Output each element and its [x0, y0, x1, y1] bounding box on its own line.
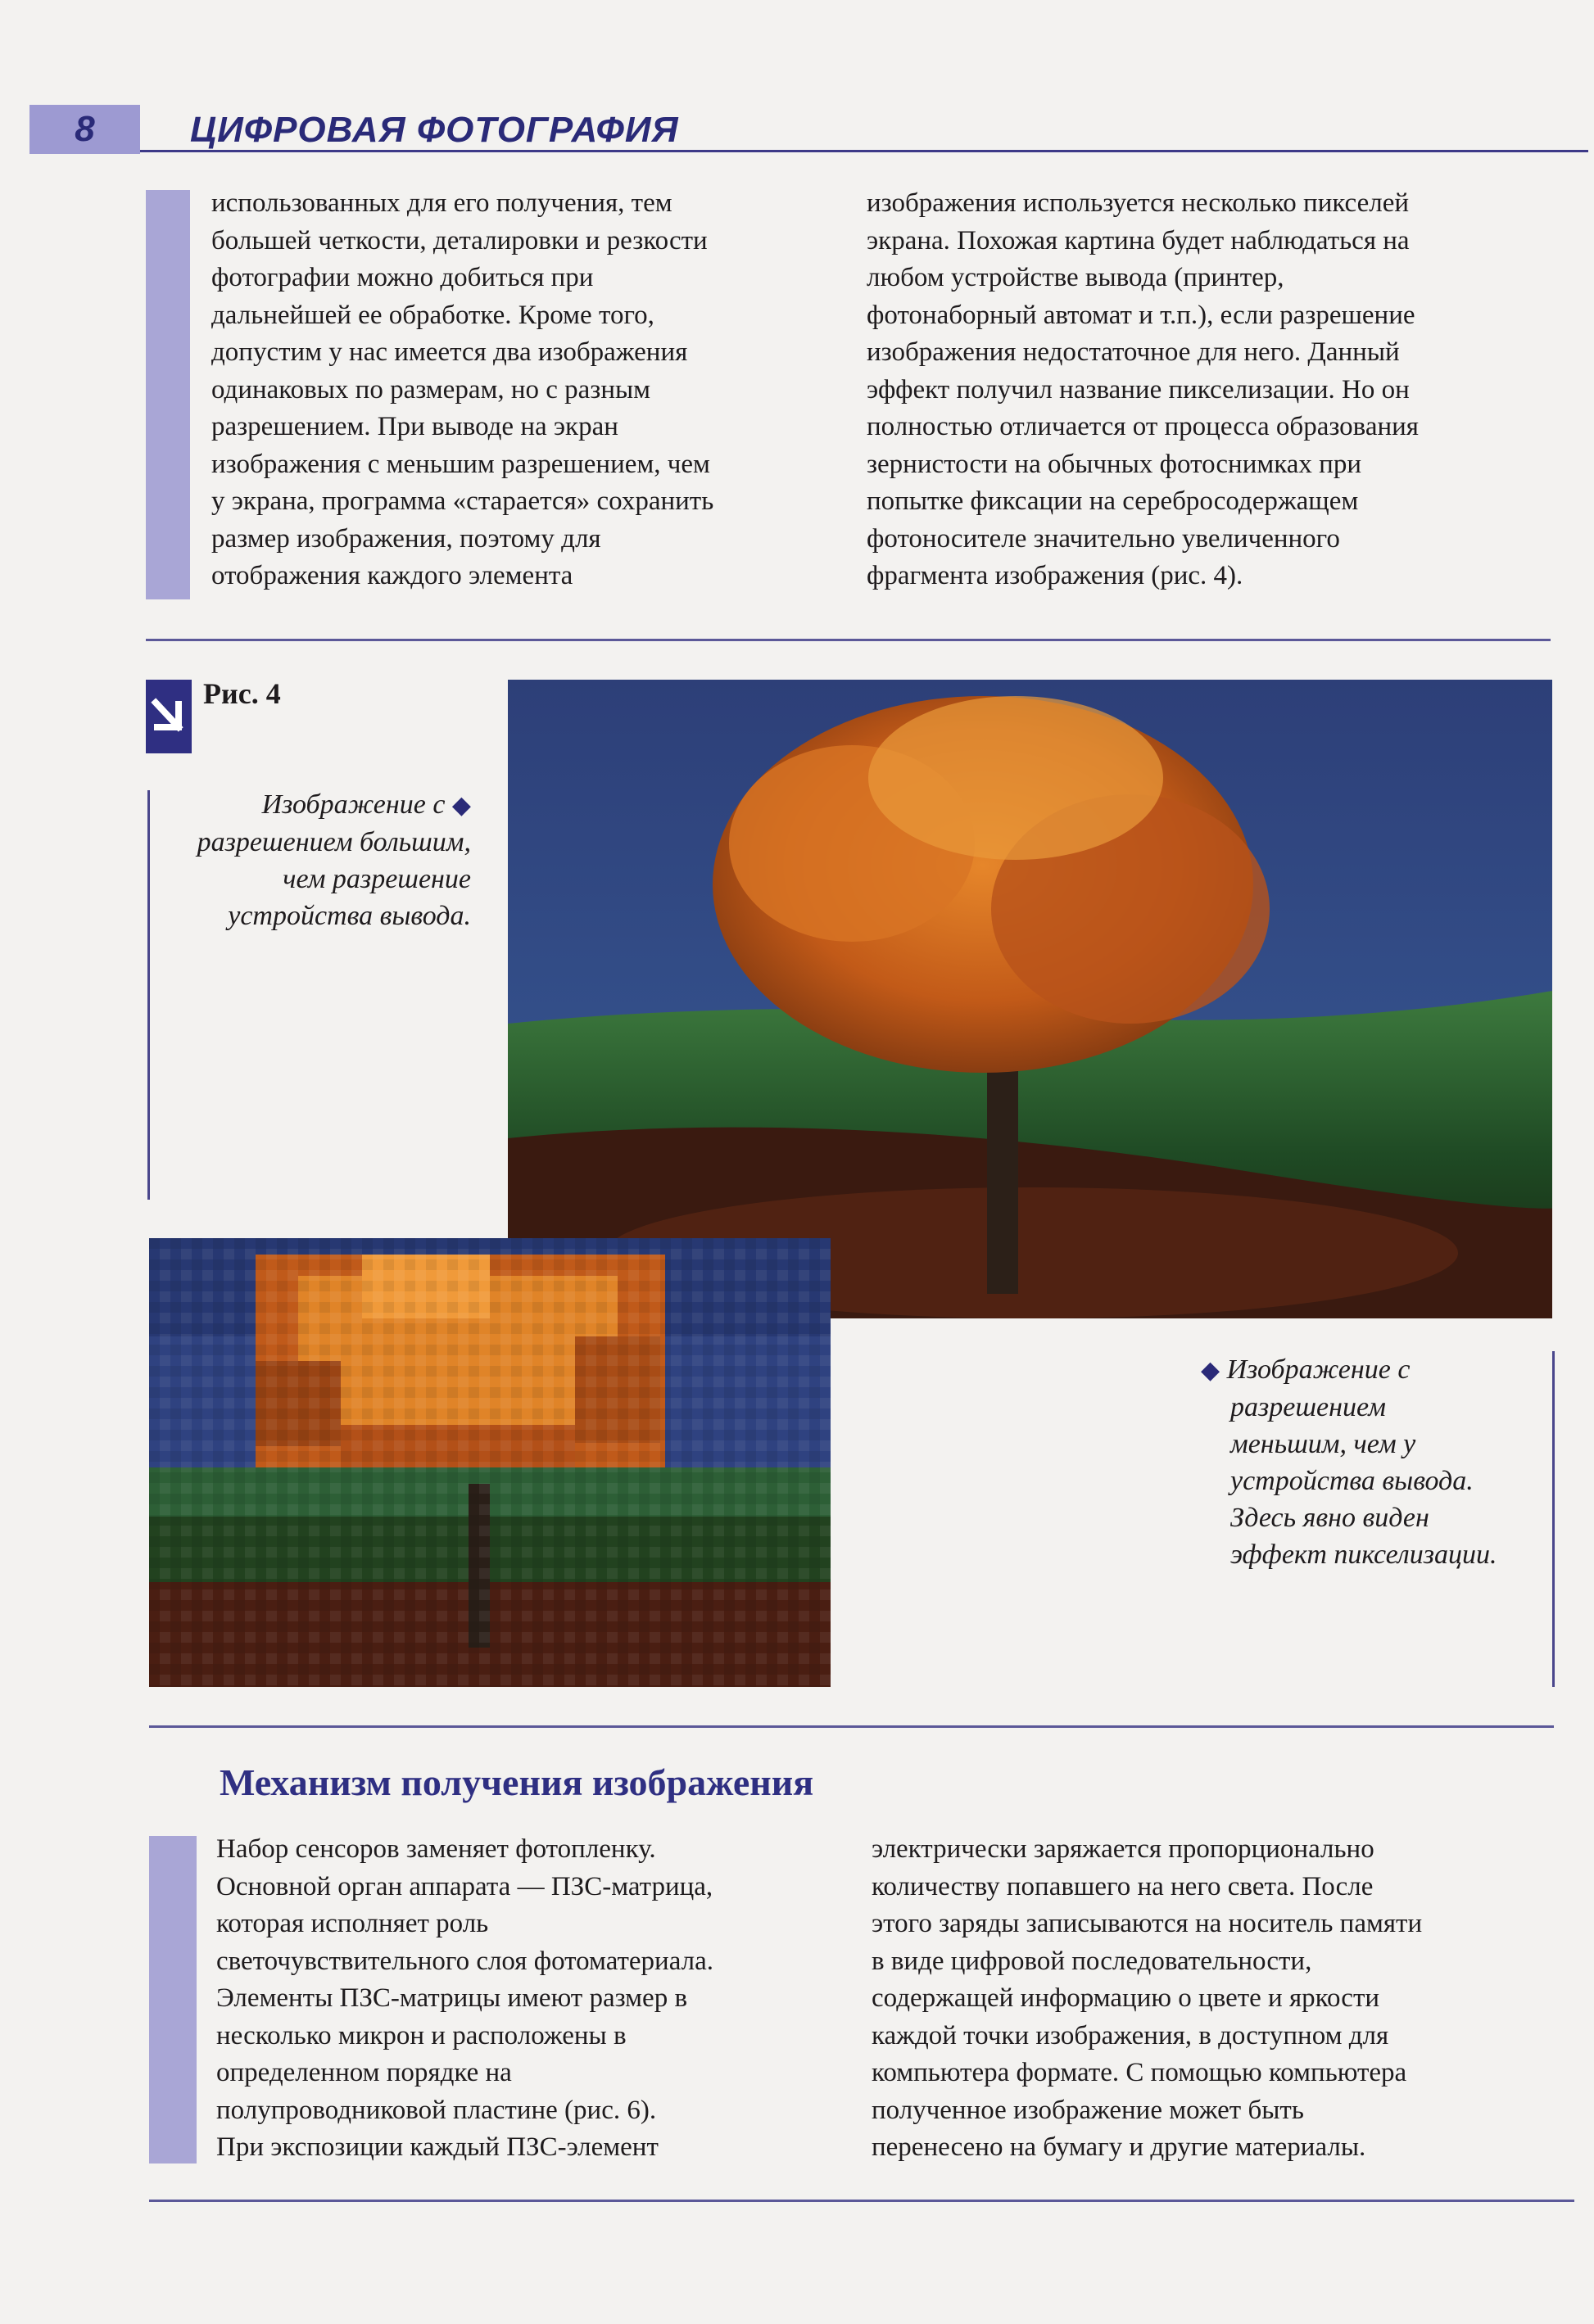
text-line: допустим у нас имеется два изображения — [211, 337, 688, 367]
text-line: одинаковых по размерам, но с разным — [211, 374, 651, 405]
top-side-bar — [146, 190, 190, 599]
text-line: которая исполняет роль — [216, 1909, 489, 1938]
text-line: перенесено на бумагу и другие материалы. — [872, 2132, 1366, 2162]
text-line: фотографии можно добиться при — [211, 263, 594, 292]
text-line: количеству попавшего на него света. После — [872, 1871, 1374, 1901]
text-line: каждой точки изображения, в доступном для — [872, 2020, 1389, 2050]
caption-line: Здесь явно виден — [1230, 1503, 1429, 1533]
top-left-column — [211, 185, 842, 595]
caption-line: Изображение с ◆ — [261, 789, 471, 820]
caption-rule — [1552, 1351, 1555, 1687]
text-line: изображения недостаточное для него. Данный — [867, 337, 1400, 367]
text-line: фрагмента изображения (рис. 4). — [867, 561, 1243, 590]
text-line: изображения используется несколько пикселей — [867, 188, 1410, 218]
top-right-column — [867, 185, 1571, 595]
text-line: использованных для его получения, тем — [211, 188, 672, 218]
caption-high-res — [156, 786, 471, 934]
text-line: компьютера формате. С помощью компьютера — [872, 2058, 1407, 2087]
text-line: Основной орган аппарата — ПЗС-матрица, — [216, 1871, 713, 1901]
text-line: полностью отличается от процесса образования — [867, 412, 1419, 441]
section-side-bar — [149, 1836, 197, 2163]
text-line: этого заряды записываются на носитель памяти — [872, 1909, 1423, 1938]
text-line: несколько микрон и расположены в — [216, 2020, 627, 2050]
text-line: дальнейшей ее обработке. Кроме того, — [211, 300, 654, 330]
text-line: Набор сенсоров заменяет фотопленку. — [216, 1834, 656, 1864]
divider-rule — [146, 639, 1551, 641]
page-number: 8 — [75, 109, 95, 149]
text-line: полученное изображение может быть — [872, 2095, 1304, 2125]
caption-line: меньшим, чем у — [1230, 1429, 1416, 1459]
caption-low-res — [1201, 1351, 1558, 1573]
caption-line: разрешением большим, — [197, 827, 471, 857]
arrow-down-right-icon — [146, 680, 192, 753]
text-line: попытке фиксации на серебросодержащем — [867, 486, 1359, 516]
text-line: экрана. Похожая картина будет наблюдаться на — [867, 225, 1410, 255]
running-title: ЦИФРОВАЯ ФОТОГРАФИЯ — [190, 110, 679, 150]
caption-line: устройства вывода. — [228, 901, 471, 931]
section-title: Механизм получения изображения — [220, 1761, 814, 1803]
text-line: размер изображения, поэтому для — [211, 523, 601, 554]
text-line: определенном порядке на — [216, 2058, 512, 2087]
photo-high-resolution — [508, 680, 1552, 1318]
text-line: Элементы ПЗС-матрицы имеют размер в — [216, 1983, 688, 2013]
text-line: эффект получил название пикселизации. Но он — [867, 374, 1410, 405]
text-line: фотонаборный автомат и т.п.), если разрешение — [867, 300, 1415, 330]
caption-rule — [147, 790, 150, 1200]
text-line: изображения с меньшим разрешением, чем — [211, 449, 710, 479]
caption-line: разрешением — [1230, 1392, 1386, 1422]
text-line: большей четкости, деталировки и резкости — [211, 225, 708, 255]
text-line: полупроводниковой пластине (рис. 6). — [216, 2095, 657, 2125]
text-line: отображения каждого элемента — [211, 561, 573, 590]
text-line: любом устройстве вывода (принтер, — [867, 263, 1284, 292]
figure-label: Рис. 4 — [203, 677, 281, 710]
text-line: электрически заряжается пропорционально — [872, 1834, 1374, 1864]
text-line: фотоносителе значительно увеличенного — [867, 523, 1340, 554]
caption-line: устройства вывода. — [1230, 1466, 1474, 1496]
photo-low-resolution — [149, 1238, 831, 1687]
header-rule — [140, 150, 1588, 152]
section-left-column — [216, 1831, 855, 2167]
caption-line: эффект пикселизации. — [1230, 1540, 1497, 1570]
pointer-right-icon: ◆ — [451, 792, 471, 819]
footer-rule — [149, 2200, 1574, 2202]
caption-line: чем разрешение — [283, 864, 471, 894]
text-line: в виде цифровой последовательности, — [872, 1946, 1312, 1976]
divider-rule — [149, 1725, 1554, 1728]
text-line: зернистости на обычных фотоснимках при — [867, 449, 1361, 479]
text-line: светочувствительного слоя фотоматериала. — [216, 1946, 714, 1976]
text-line: разрешением. При выводе на экран — [211, 412, 618, 441]
text-line: у экрана, программа «старается» сохранить — [211, 486, 714, 516]
section-right-column — [872, 1831, 1576, 2167]
caption-line: ◆ Изображение с — [1201, 1354, 1411, 1385]
text-line: содержащей информацию о цвете и яркости — [872, 1983, 1380, 2013]
pointer-left-icon: ◆ — [1201, 1357, 1220, 1384]
text-line: При экспозиции каждый ПЗС-элемент — [216, 2132, 659, 2162]
